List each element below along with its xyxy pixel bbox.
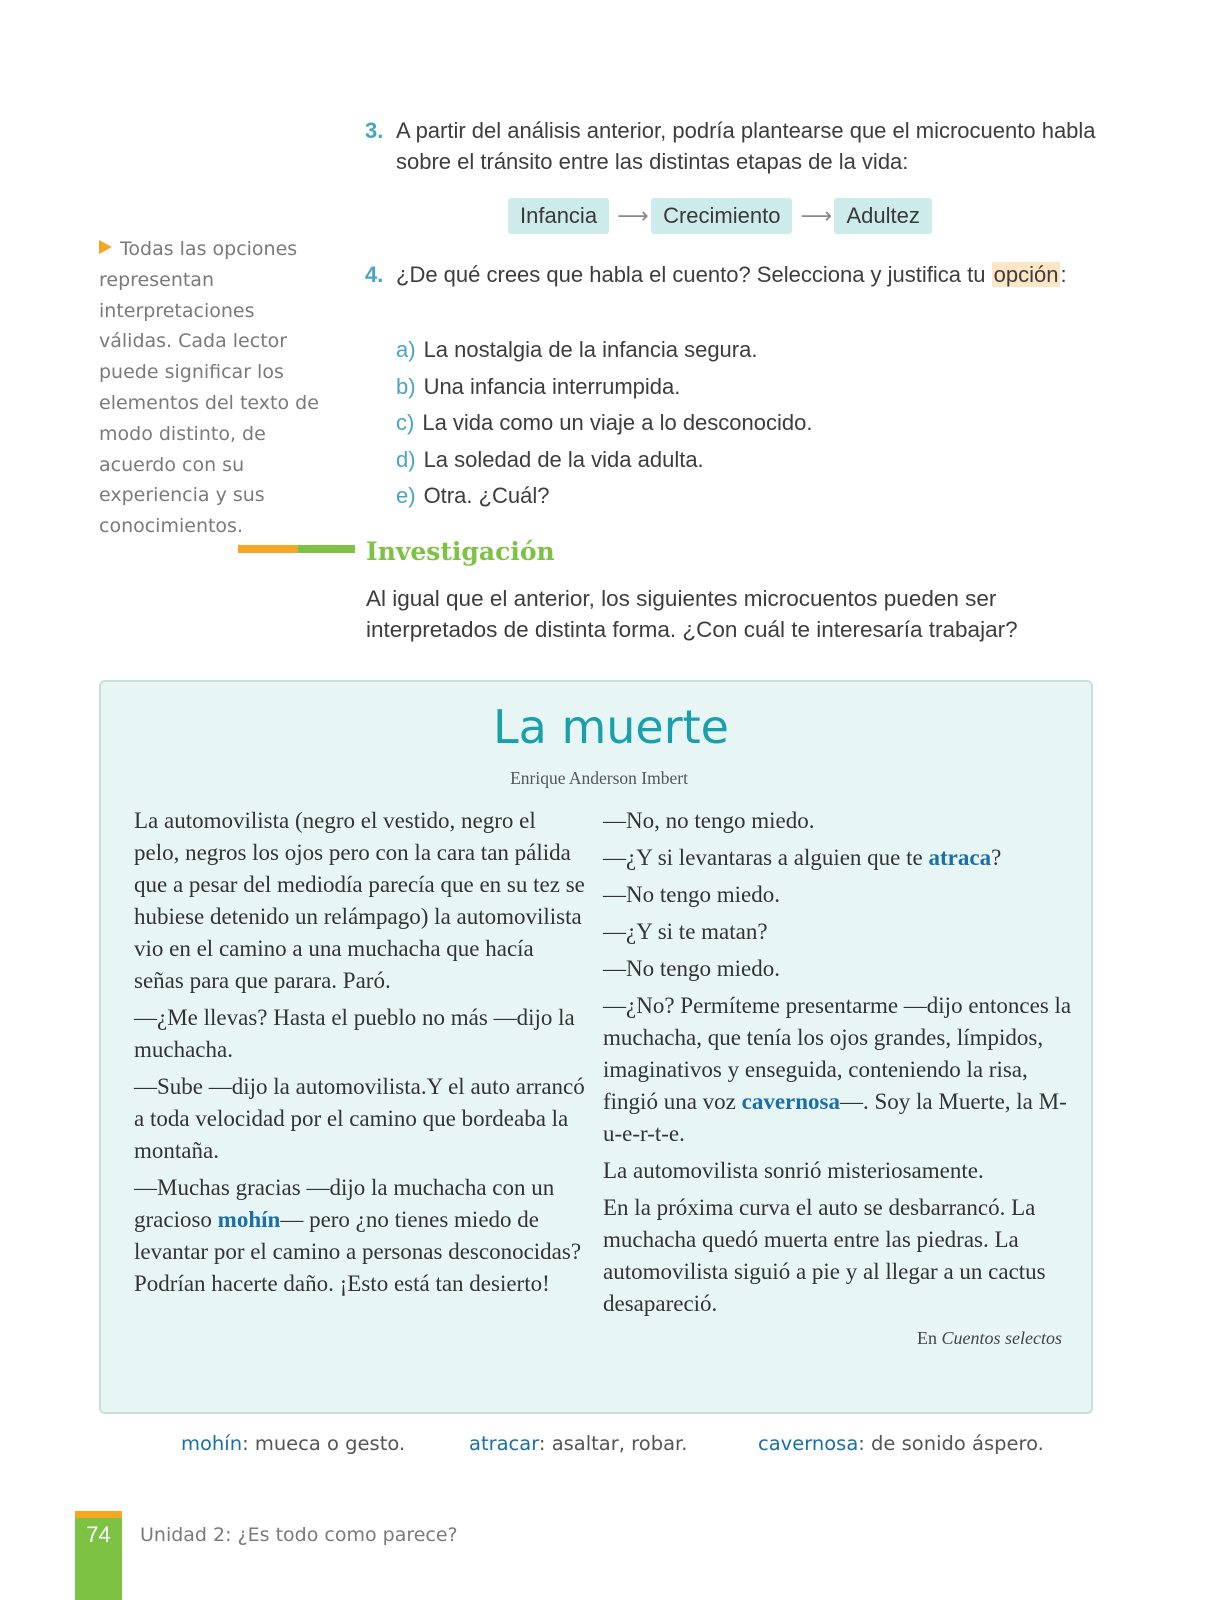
story-text: —Muchas gracias —dijo la muchacha con un gracioso bbox=[134, 1175, 555, 1232]
story-text: — pero ¿no tienes miedo de levantar por el camino a personas desconocidas? Podrían hacerte daño. ¡Esto está tan desierto! bbox=[134, 1207, 582, 1296]
story-paragraph: —¿Y si te matan? bbox=[603, 919, 768, 944]
highlighted-word: opción bbox=[993, 262, 1059, 287]
story-title: La muerte bbox=[493, 700, 729, 754]
option-text: La soledad de la vida adulta. bbox=[423, 446, 704, 472]
section-bar-green bbox=[298, 545, 355, 553]
question-3 bbox=[366, 115, 1126, 177]
option-a bbox=[396, 332, 812, 369]
option-letter: a) bbox=[396, 337, 416, 362]
question-text bbox=[396, 259, 1126, 290]
question-text: A partir del análisis anterior, podría plantearse que el microcuento habla sobre el tránsito entre las distintas etapas de la vida: bbox=[396, 118, 1096, 174]
stage-box: Adultez bbox=[834, 198, 931, 234]
question-text-part: : bbox=[1060, 262, 1067, 287]
investigation-title: Investigación bbox=[366, 537, 555, 566]
section-bar-orange bbox=[238, 545, 298, 553]
option-text: La nostalgia de la infancia segura. bbox=[423, 337, 758, 362]
stage-box: Infancia bbox=[508, 198, 609, 234]
story-text: —¿Y si levantaras a alguien que te bbox=[603, 845, 929, 870]
arrow-right-icon: ⟶ bbox=[617, 203, 649, 228]
source-title: Cuentos selectos bbox=[941, 1328, 1062, 1348]
glossary-word: mohín bbox=[181, 1432, 243, 1455]
story-paragraph: En la próxima curva el auto se desbarrancó. La muchacha quedó muerta entre las piedras. La automovilista siguió a pie y al llegar a un cactus desapareció. bbox=[603, 1195, 1046, 1316]
option-e bbox=[396, 478, 812, 515]
arrow-right-icon: ⟶ bbox=[800, 203, 832, 228]
story-source bbox=[860, 1328, 1062, 1349]
question-number: 4. bbox=[365, 262, 384, 287]
question-4 bbox=[366, 259, 1126, 290]
glossary-term: mohín bbox=[217, 1207, 281, 1232]
option-letter: c) bbox=[396, 410, 415, 435]
glossary-word: atracar bbox=[469, 1432, 539, 1455]
source-prefix: En bbox=[917, 1328, 938, 1348]
story-paragraph: La automovilista sonrió misteriosamente. bbox=[603, 1158, 984, 1183]
story-paragraph bbox=[134, 1172, 586, 1300]
story-column-left bbox=[134, 805, 586, 1305]
option-c bbox=[396, 405, 812, 442]
glossary-word: cavernosa bbox=[758, 1432, 859, 1455]
story-paragraph bbox=[603, 990, 1073, 1150]
option-letter: e) bbox=[396, 483, 416, 508]
story-paragraph: —No tengo miedo. bbox=[603, 882, 780, 907]
page-tab-accent bbox=[75, 1511, 122, 1518]
option-text: La vida como un viaje a lo desconocido. bbox=[422, 410, 813, 435]
question-number: 3. bbox=[365, 118, 384, 143]
options-list bbox=[396, 332, 812, 515]
page-number: 74 bbox=[86, 1522, 111, 1547]
story-text: ? bbox=[991, 845, 1002, 870]
story-text: —¿No? Permíteme presentarme —dijo entonces la muchacha, que tenía los ojos grandes, límpidos, imaginativos y enseguida, conteniendo la risa, fingió una voz bbox=[603, 993, 1072, 1114]
story-paragraph: La automovilista (negro el vestido, negro el pelo, negros los ojos pero con la cara tan pálida que a pesar del mediodía parecía que en su tez se hubiese detenido un relámpago) la automovilista vio en el camino a una muchacha que hacía señas para que parara. Paró. bbox=[134, 808, 585, 993]
teacher-side-note bbox=[99, 234, 329, 542]
story-paragraph: —Sube —dijo la automovilista.Y el auto arrancó a toda velocidad por el camino que bordeaba la montaña. bbox=[134, 1074, 585, 1163]
option-letter: d) bbox=[396, 446, 416, 472]
glossary-entry bbox=[181, 1432, 405, 1455]
side-note-text: Todas las opciones representan interpretaciones válidas. Cada lector puede significar los elementos del texto de modo distinto, de acuerdo con su experiencia y sus conocimientos. bbox=[99, 238, 319, 538]
glossary-definition: : asaltar, robar. bbox=[538, 1432, 688, 1455]
triangle-bullet-icon bbox=[99, 240, 112, 254]
option-b bbox=[396, 369, 812, 406]
stage-box: Crecimiento bbox=[651, 198, 792, 234]
option-d bbox=[396, 442, 812, 479]
option-text: Otra. ¿Cuál? bbox=[423, 483, 550, 508]
story-paragraph: —No tengo miedo. bbox=[603, 956, 780, 981]
glossary-definition: : mueca o gesto. bbox=[242, 1432, 406, 1455]
life-stages-flow bbox=[508, 198, 932, 234]
story-column-right bbox=[603, 805, 1073, 1325]
glossary-entry bbox=[469, 1432, 687, 1455]
story-text: —. Soy la Muerte, la M-u-e-r-t-e. bbox=[603, 1089, 1067, 1146]
unit-label: Unidad 2: ¿Es todo como parece? bbox=[140, 1524, 458, 1546]
question-text-part: ¿De qué crees que habla el cuento? Selecciona y justifica tu bbox=[396, 262, 992, 287]
investigation-text: Al igual que el anterior, los siguientes microcuentos pueden ser interpretados de distinta forma. ¿Con cuál te interesaría trabajar? bbox=[366, 586, 1018, 642]
option-letter: b) bbox=[396, 373, 416, 399]
glossary-term: cavernosa bbox=[741, 1089, 840, 1114]
story-paragraph: —¿Me llevas? Hasta el pueblo no más —dijo la muchacha. bbox=[134, 1005, 575, 1062]
story-paragraph bbox=[603, 842, 1073, 874]
glossary-definition: : de sonido áspero. bbox=[858, 1432, 1044, 1455]
glossary-entry bbox=[758, 1432, 1044, 1455]
glossary-term: atraca bbox=[928, 845, 992, 870]
story-paragraph: —No, no tengo miedo. bbox=[603, 808, 815, 833]
option-text: Una infancia interrumpida. bbox=[423, 373, 681, 399]
story-author: Enrique Anderson Imbert bbox=[510, 768, 688, 788]
